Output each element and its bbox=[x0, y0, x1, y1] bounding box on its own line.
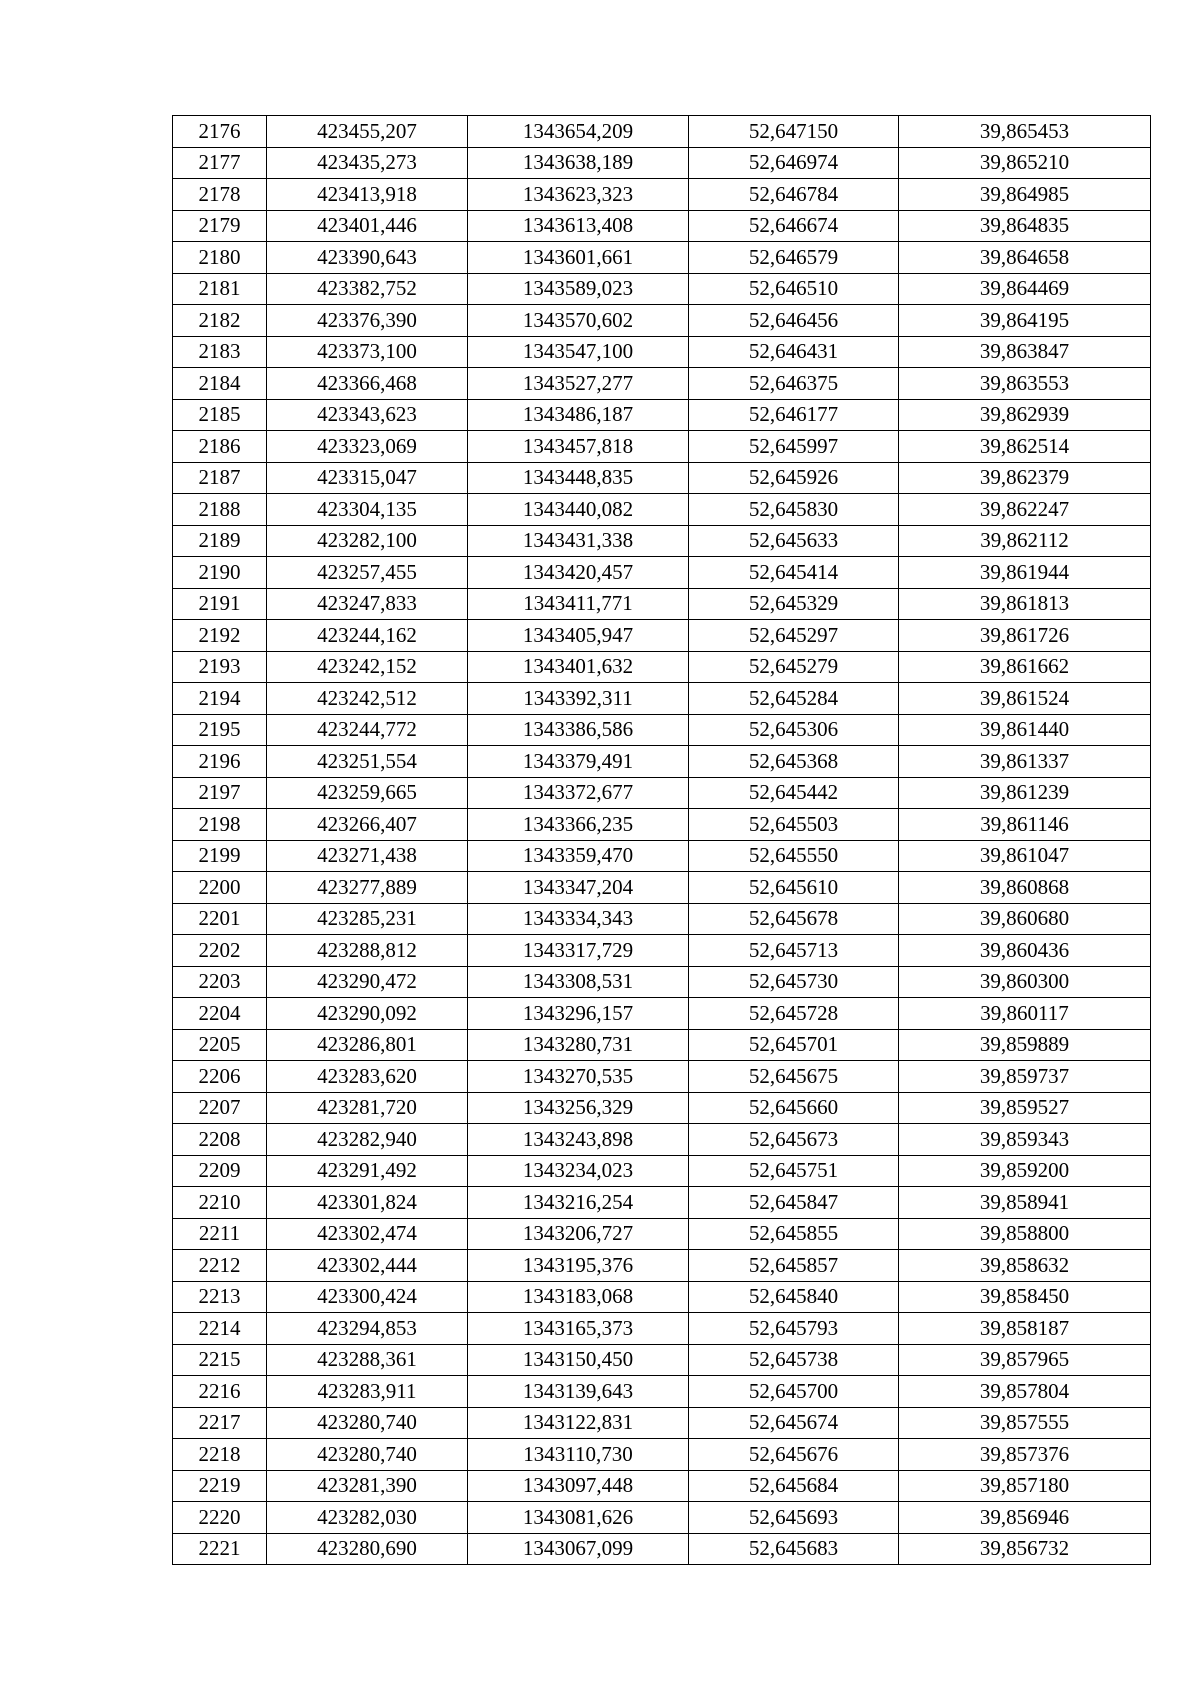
y-coordinate-cell: 1343317,729 bbox=[468, 935, 689, 967]
longitude-cell: 39,856946 bbox=[899, 1502, 1151, 1534]
longitude-cell: 39,861662 bbox=[899, 651, 1151, 683]
y-coordinate-cell: 1343547,100 bbox=[468, 336, 689, 368]
longitude-cell: 39,864658 bbox=[899, 242, 1151, 274]
table-row bbox=[173, 777, 1151, 809]
x-coordinate-cell: 423302,474 bbox=[267, 1218, 468, 1250]
point-number-cell: 2201 bbox=[173, 903, 267, 935]
longitude-cell: 39,857376 bbox=[899, 1439, 1151, 1471]
longitude-cell: 39,865210 bbox=[899, 147, 1151, 179]
y-coordinate-cell: 1343401,632 bbox=[468, 651, 689, 683]
longitude-cell: 39,861726 bbox=[899, 620, 1151, 652]
y-coordinate-cell: 1343486,187 bbox=[468, 399, 689, 431]
x-coordinate-cell: 423343,623 bbox=[267, 399, 468, 431]
latitude-cell: 52,646431 bbox=[689, 336, 899, 368]
longitude-cell: 39,857555 bbox=[899, 1407, 1151, 1439]
x-coordinate-cell: 423277,889 bbox=[267, 872, 468, 904]
x-coordinate-cell: 423259,665 bbox=[267, 777, 468, 809]
table-row bbox=[173, 1092, 1151, 1124]
table-row bbox=[173, 966, 1151, 998]
table-row bbox=[173, 651, 1151, 683]
y-coordinate-cell: 1343296,157 bbox=[468, 998, 689, 1030]
table-row bbox=[173, 273, 1151, 305]
longitude-cell: 39,861440 bbox=[899, 714, 1151, 746]
table-row bbox=[173, 620, 1151, 652]
y-coordinate-cell: 1343613,408 bbox=[468, 210, 689, 242]
table-row bbox=[173, 1029, 1151, 1061]
longitude-cell: 39,865453 bbox=[899, 116, 1151, 148]
x-coordinate-cell: 423323,069 bbox=[267, 431, 468, 463]
table-row bbox=[173, 1470, 1151, 1502]
y-coordinate-cell: 1343139,643 bbox=[468, 1376, 689, 1408]
y-coordinate-cell: 1343448,835 bbox=[468, 462, 689, 494]
y-coordinate-cell: 1343183,068 bbox=[468, 1281, 689, 1313]
longitude-cell: 39,858450 bbox=[899, 1281, 1151, 1313]
longitude-cell: 39,864835 bbox=[899, 210, 1151, 242]
point-number-cell: 2200 bbox=[173, 872, 267, 904]
x-coordinate-cell: 423288,361 bbox=[267, 1344, 468, 1376]
longitude-cell: 39,861944 bbox=[899, 557, 1151, 589]
longitude-cell: 39,858187 bbox=[899, 1313, 1151, 1345]
point-number-cell: 2205 bbox=[173, 1029, 267, 1061]
point-number-cell: 2195 bbox=[173, 714, 267, 746]
longitude-cell: 39,859343 bbox=[899, 1124, 1151, 1156]
longitude-cell: 39,860436 bbox=[899, 935, 1151, 967]
latitude-cell: 52,647150 bbox=[689, 116, 899, 148]
latitude-cell: 52,645684 bbox=[689, 1470, 899, 1502]
table-row bbox=[173, 1187, 1151, 1219]
point-number-cell: 2178 bbox=[173, 179, 267, 211]
y-coordinate-cell: 1343347,204 bbox=[468, 872, 689, 904]
table-row bbox=[173, 557, 1151, 589]
x-coordinate-cell: 423281,720 bbox=[267, 1092, 468, 1124]
longitude-cell: 39,862939 bbox=[899, 399, 1151, 431]
latitude-cell: 52,645673 bbox=[689, 1124, 899, 1156]
latitude-cell: 52,645306 bbox=[689, 714, 899, 746]
x-coordinate-cell: 423251,554 bbox=[267, 746, 468, 778]
table-row bbox=[173, 116, 1151, 148]
latitude-cell: 52,645279 bbox=[689, 651, 899, 683]
longitude-cell: 39,863847 bbox=[899, 336, 1151, 368]
point-number-cell: 2196 bbox=[173, 746, 267, 778]
x-coordinate-cell: 423413,918 bbox=[267, 179, 468, 211]
x-coordinate-cell: 423435,273 bbox=[267, 147, 468, 179]
x-coordinate-cell: 423300,424 bbox=[267, 1281, 468, 1313]
point-number-cell: 2177 bbox=[173, 147, 267, 179]
point-number-cell: 2207 bbox=[173, 1092, 267, 1124]
point-number-cell: 2221 bbox=[173, 1533, 267, 1565]
point-number-cell: 2218 bbox=[173, 1439, 267, 1471]
table-row bbox=[173, 1250, 1151, 1282]
longitude-cell: 39,861524 bbox=[899, 683, 1151, 715]
latitude-cell: 52,645633 bbox=[689, 525, 899, 557]
x-coordinate-cell: 423291,492 bbox=[267, 1155, 468, 1187]
x-coordinate-cell: 423283,911 bbox=[267, 1376, 468, 1408]
latitude-cell: 52,646375 bbox=[689, 368, 899, 400]
latitude-cell: 52,645297 bbox=[689, 620, 899, 652]
x-coordinate-cell: 423286,801 bbox=[267, 1029, 468, 1061]
y-coordinate-cell: 1343392,311 bbox=[468, 683, 689, 715]
y-coordinate-cell: 1343366,235 bbox=[468, 809, 689, 841]
longitude-cell: 39,861239 bbox=[899, 777, 1151, 809]
longitude-cell: 39,861146 bbox=[899, 809, 1151, 841]
point-number-cell: 2198 bbox=[173, 809, 267, 841]
point-number-cell: 2211 bbox=[173, 1218, 267, 1250]
longitude-cell: 39,857180 bbox=[899, 1470, 1151, 1502]
x-coordinate-cell: 423281,390 bbox=[267, 1470, 468, 1502]
latitude-cell: 52,645660 bbox=[689, 1092, 899, 1124]
y-coordinate-cell: 1343122,831 bbox=[468, 1407, 689, 1439]
y-coordinate-cell: 1343308,531 bbox=[468, 966, 689, 998]
point-number-cell: 2182 bbox=[173, 305, 267, 337]
y-coordinate-cell: 1343570,602 bbox=[468, 305, 689, 337]
point-number-cell: 2199 bbox=[173, 840, 267, 872]
x-coordinate-cell: 423257,455 bbox=[267, 557, 468, 589]
longitude-cell: 39,862379 bbox=[899, 462, 1151, 494]
latitude-cell: 52,646177 bbox=[689, 399, 899, 431]
latitude-cell: 52,645857 bbox=[689, 1250, 899, 1282]
x-coordinate-cell: 423294,853 bbox=[267, 1313, 468, 1345]
table-row bbox=[173, 179, 1151, 211]
table-row bbox=[173, 683, 1151, 715]
y-coordinate-cell: 1343150,450 bbox=[468, 1344, 689, 1376]
longitude-cell: 39,856732 bbox=[899, 1533, 1151, 1565]
point-number-cell: 2181 bbox=[173, 273, 267, 305]
x-coordinate-cell: 423242,152 bbox=[267, 651, 468, 683]
table-row bbox=[173, 525, 1151, 557]
x-coordinate-cell: 423280,740 bbox=[267, 1439, 468, 1471]
table-row bbox=[173, 746, 1151, 778]
latitude-cell: 52,645700 bbox=[689, 1376, 899, 1408]
y-coordinate-cell: 1343589,023 bbox=[468, 273, 689, 305]
coordinates-table bbox=[172, 115, 1151, 1565]
point-number-cell: 2185 bbox=[173, 399, 267, 431]
table-row bbox=[173, 1124, 1151, 1156]
point-number-cell: 2179 bbox=[173, 210, 267, 242]
latitude-cell: 52,645847 bbox=[689, 1187, 899, 1219]
point-number-cell: 2220 bbox=[173, 1502, 267, 1534]
table-row bbox=[173, 1313, 1151, 1345]
y-coordinate-cell: 1343067,099 bbox=[468, 1533, 689, 1565]
x-coordinate-cell: 423315,047 bbox=[267, 462, 468, 494]
point-number-cell: 2215 bbox=[173, 1344, 267, 1376]
x-coordinate-cell: 423283,620 bbox=[267, 1061, 468, 1093]
table-row bbox=[173, 1376, 1151, 1408]
y-coordinate-cell: 1343097,448 bbox=[468, 1470, 689, 1502]
point-number-cell: 2208 bbox=[173, 1124, 267, 1156]
table-row bbox=[173, 462, 1151, 494]
latitude-cell: 52,645676 bbox=[689, 1439, 899, 1471]
x-coordinate-cell: 423390,643 bbox=[267, 242, 468, 274]
y-coordinate-cell: 1343386,586 bbox=[468, 714, 689, 746]
table-row bbox=[173, 494, 1151, 526]
y-coordinate-cell: 1343359,470 bbox=[468, 840, 689, 872]
y-coordinate-cell: 1343110,730 bbox=[468, 1439, 689, 1471]
latitude-cell: 52,645683 bbox=[689, 1533, 899, 1565]
point-number-cell: 2197 bbox=[173, 777, 267, 809]
latitude-cell: 52,645368 bbox=[689, 746, 899, 778]
table-row bbox=[173, 1407, 1151, 1439]
latitude-cell: 52,645442 bbox=[689, 777, 899, 809]
x-coordinate-cell: 423282,030 bbox=[267, 1502, 468, 1534]
table-row bbox=[173, 305, 1151, 337]
point-number-cell: 2190 bbox=[173, 557, 267, 589]
latitude-cell: 52,646510 bbox=[689, 273, 899, 305]
longitude-cell: 39,858632 bbox=[899, 1250, 1151, 1282]
y-coordinate-cell: 1343623,323 bbox=[468, 179, 689, 211]
y-coordinate-cell: 1343165,373 bbox=[468, 1313, 689, 1345]
latitude-cell: 52,646674 bbox=[689, 210, 899, 242]
latitude-cell: 52,645329 bbox=[689, 588, 899, 620]
longitude-cell: 39,864195 bbox=[899, 305, 1151, 337]
longitude-cell: 39,862112 bbox=[899, 525, 1151, 557]
latitude-cell: 52,646456 bbox=[689, 305, 899, 337]
longitude-cell: 39,862247 bbox=[899, 494, 1151, 526]
latitude-cell: 52,645997 bbox=[689, 431, 899, 463]
y-coordinate-cell: 1343195,376 bbox=[468, 1250, 689, 1282]
y-coordinate-cell: 1343379,491 bbox=[468, 746, 689, 778]
latitude-cell: 52,646784 bbox=[689, 179, 899, 211]
table-row bbox=[173, 1533, 1151, 1565]
point-number-cell: 2219 bbox=[173, 1470, 267, 1502]
table-row bbox=[173, 1155, 1151, 1187]
table-row bbox=[173, 336, 1151, 368]
longitude-cell: 39,859737 bbox=[899, 1061, 1151, 1093]
latitude-cell: 52,645284 bbox=[689, 683, 899, 715]
x-coordinate-cell: 423244,162 bbox=[267, 620, 468, 652]
y-coordinate-cell: 1343216,254 bbox=[468, 1187, 689, 1219]
y-coordinate-cell: 1343457,818 bbox=[468, 431, 689, 463]
longitude-cell: 39,860868 bbox=[899, 872, 1151, 904]
point-number-cell: 2186 bbox=[173, 431, 267, 463]
y-coordinate-cell: 1343334,343 bbox=[468, 903, 689, 935]
x-coordinate-cell: 423366,468 bbox=[267, 368, 468, 400]
y-coordinate-cell: 1343270,535 bbox=[468, 1061, 689, 1093]
longitude-cell: 39,864469 bbox=[899, 273, 1151, 305]
x-coordinate-cell: 423302,444 bbox=[267, 1250, 468, 1282]
table-row bbox=[173, 210, 1151, 242]
table-row bbox=[173, 399, 1151, 431]
table-row bbox=[173, 1281, 1151, 1313]
longitude-cell: 39,858941 bbox=[899, 1187, 1151, 1219]
y-coordinate-cell: 1343405,947 bbox=[468, 620, 689, 652]
y-coordinate-cell: 1343601,661 bbox=[468, 242, 689, 274]
point-number-cell: 2192 bbox=[173, 620, 267, 652]
longitude-cell: 39,861047 bbox=[899, 840, 1151, 872]
y-coordinate-cell: 1343243,898 bbox=[468, 1124, 689, 1156]
y-coordinate-cell: 1343440,082 bbox=[468, 494, 689, 526]
latitude-cell: 52,645926 bbox=[689, 462, 899, 494]
y-coordinate-cell: 1343234,023 bbox=[468, 1155, 689, 1187]
table-row bbox=[173, 1502, 1151, 1534]
latitude-cell: 52,645414 bbox=[689, 557, 899, 589]
point-number-cell: 2184 bbox=[173, 368, 267, 400]
y-coordinate-cell: 1343081,626 bbox=[468, 1502, 689, 1534]
point-number-cell: 2209 bbox=[173, 1155, 267, 1187]
x-coordinate-cell: 423266,407 bbox=[267, 809, 468, 841]
point-number-cell: 2193 bbox=[173, 651, 267, 683]
y-coordinate-cell: 1343256,329 bbox=[468, 1092, 689, 1124]
latitude-cell: 52,645675 bbox=[689, 1061, 899, 1093]
y-coordinate-cell: 1343411,771 bbox=[468, 588, 689, 620]
longitude-cell: 39,859527 bbox=[899, 1092, 1151, 1124]
longitude-cell: 39,862514 bbox=[899, 431, 1151, 463]
x-coordinate-cell: 423282,940 bbox=[267, 1124, 468, 1156]
y-coordinate-cell: 1343206,727 bbox=[468, 1218, 689, 1250]
x-coordinate-cell: 423280,740 bbox=[267, 1407, 468, 1439]
point-number-cell: 2188 bbox=[173, 494, 267, 526]
point-number-cell: 2183 bbox=[173, 336, 267, 368]
x-coordinate-cell: 423271,438 bbox=[267, 840, 468, 872]
longitude-cell: 39,861813 bbox=[899, 588, 1151, 620]
table-row bbox=[173, 242, 1151, 274]
x-coordinate-cell: 423455,207 bbox=[267, 116, 468, 148]
table-row bbox=[173, 840, 1151, 872]
x-coordinate-cell: 423282,100 bbox=[267, 525, 468, 557]
longitude-cell: 39,859200 bbox=[899, 1155, 1151, 1187]
x-coordinate-cell: 423373,100 bbox=[267, 336, 468, 368]
x-coordinate-cell: 423290,092 bbox=[267, 998, 468, 1030]
point-number-cell: 2204 bbox=[173, 998, 267, 1030]
table-row bbox=[173, 903, 1151, 935]
longitude-cell: 39,858800 bbox=[899, 1218, 1151, 1250]
longitude-cell: 39,860680 bbox=[899, 903, 1151, 935]
x-coordinate-cell: 423401,446 bbox=[267, 210, 468, 242]
latitude-cell: 52,645503 bbox=[689, 809, 899, 841]
longitude-cell: 39,861337 bbox=[899, 746, 1151, 778]
coordinates-table-body bbox=[173, 116, 1151, 1565]
point-number-cell: 2216 bbox=[173, 1376, 267, 1408]
longitude-cell: 39,863553 bbox=[899, 368, 1151, 400]
x-coordinate-cell: 423280,690 bbox=[267, 1533, 468, 1565]
table-row bbox=[173, 147, 1151, 179]
table-row bbox=[173, 872, 1151, 904]
x-coordinate-cell: 423376,390 bbox=[267, 305, 468, 337]
x-coordinate-cell: 423304,135 bbox=[267, 494, 468, 526]
latitude-cell: 52,645701 bbox=[689, 1029, 899, 1061]
table-row bbox=[173, 1061, 1151, 1093]
longitude-cell: 39,857965 bbox=[899, 1344, 1151, 1376]
table-row bbox=[173, 1344, 1151, 1376]
point-number-cell: 2212 bbox=[173, 1250, 267, 1282]
longitude-cell: 39,859889 bbox=[899, 1029, 1151, 1061]
latitude-cell: 52,645855 bbox=[689, 1218, 899, 1250]
latitude-cell: 52,645713 bbox=[689, 935, 899, 967]
longitude-cell: 39,860117 bbox=[899, 998, 1151, 1030]
latitude-cell: 52,645674 bbox=[689, 1407, 899, 1439]
latitude-cell: 52,646579 bbox=[689, 242, 899, 274]
table-row bbox=[173, 935, 1151, 967]
y-coordinate-cell: 1343280,731 bbox=[468, 1029, 689, 1061]
point-number-cell: 2189 bbox=[173, 525, 267, 557]
latitude-cell: 52,645738 bbox=[689, 1344, 899, 1376]
latitude-cell: 52,645751 bbox=[689, 1155, 899, 1187]
x-coordinate-cell: 423382,752 bbox=[267, 273, 468, 305]
table-row bbox=[173, 714, 1151, 746]
latitude-cell: 52,645678 bbox=[689, 903, 899, 935]
table-row bbox=[173, 431, 1151, 463]
latitude-cell: 52,645730 bbox=[689, 966, 899, 998]
x-coordinate-cell: 423285,231 bbox=[267, 903, 468, 935]
table-row bbox=[173, 998, 1151, 1030]
x-coordinate-cell: 423288,812 bbox=[267, 935, 468, 967]
latitude-cell: 52,645793 bbox=[689, 1313, 899, 1345]
y-coordinate-cell: 1343420,457 bbox=[468, 557, 689, 589]
latitude-cell: 52,645728 bbox=[689, 998, 899, 1030]
y-coordinate-cell: 1343431,338 bbox=[468, 525, 689, 557]
point-number-cell: 2180 bbox=[173, 242, 267, 274]
table-row bbox=[173, 1439, 1151, 1471]
point-number-cell: 2206 bbox=[173, 1061, 267, 1093]
point-number-cell: 2210 bbox=[173, 1187, 267, 1219]
point-number-cell: 2176 bbox=[173, 116, 267, 148]
latitude-cell: 52,645830 bbox=[689, 494, 899, 526]
latitude-cell: 52,645693 bbox=[689, 1502, 899, 1534]
y-coordinate-cell: 1343372,677 bbox=[468, 777, 689, 809]
point-number-cell: 2214 bbox=[173, 1313, 267, 1345]
x-coordinate-cell: 423290,472 bbox=[267, 966, 468, 998]
x-coordinate-cell: 423301,824 bbox=[267, 1187, 468, 1219]
longitude-cell: 39,864985 bbox=[899, 179, 1151, 211]
longitude-cell: 39,857804 bbox=[899, 1376, 1151, 1408]
table-row bbox=[173, 368, 1151, 400]
table-row bbox=[173, 1218, 1151, 1250]
x-coordinate-cell: 423242,512 bbox=[267, 683, 468, 715]
longitude-cell: 39,860300 bbox=[899, 966, 1151, 998]
y-coordinate-cell: 1343638,189 bbox=[468, 147, 689, 179]
point-number-cell: 2202 bbox=[173, 935, 267, 967]
latitude-cell: 52,646974 bbox=[689, 147, 899, 179]
x-coordinate-cell: 423244,772 bbox=[267, 714, 468, 746]
y-coordinate-cell: 1343527,277 bbox=[468, 368, 689, 400]
point-number-cell: 2191 bbox=[173, 588, 267, 620]
y-coordinate-cell: 1343654,209 bbox=[468, 116, 689, 148]
point-number-cell: 2203 bbox=[173, 966, 267, 998]
point-number-cell: 2187 bbox=[173, 462, 267, 494]
latitude-cell: 52,645550 bbox=[689, 840, 899, 872]
point-number-cell: 2194 bbox=[173, 683, 267, 715]
x-coordinate-cell: 423247,833 bbox=[267, 588, 468, 620]
point-number-cell: 2217 bbox=[173, 1407, 267, 1439]
table-row bbox=[173, 588, 1151, 620]
latitude-cell: 52,645610 bbox=[689, 872, 899, 904]
point-number-cell: 2213 bbox=[173, 1281, 267, 1313]
latitude-cell: 52,645840 bbox=[689, 1281, 899, 1313]
table-row bbox=[173, 809, 1151, 841]
